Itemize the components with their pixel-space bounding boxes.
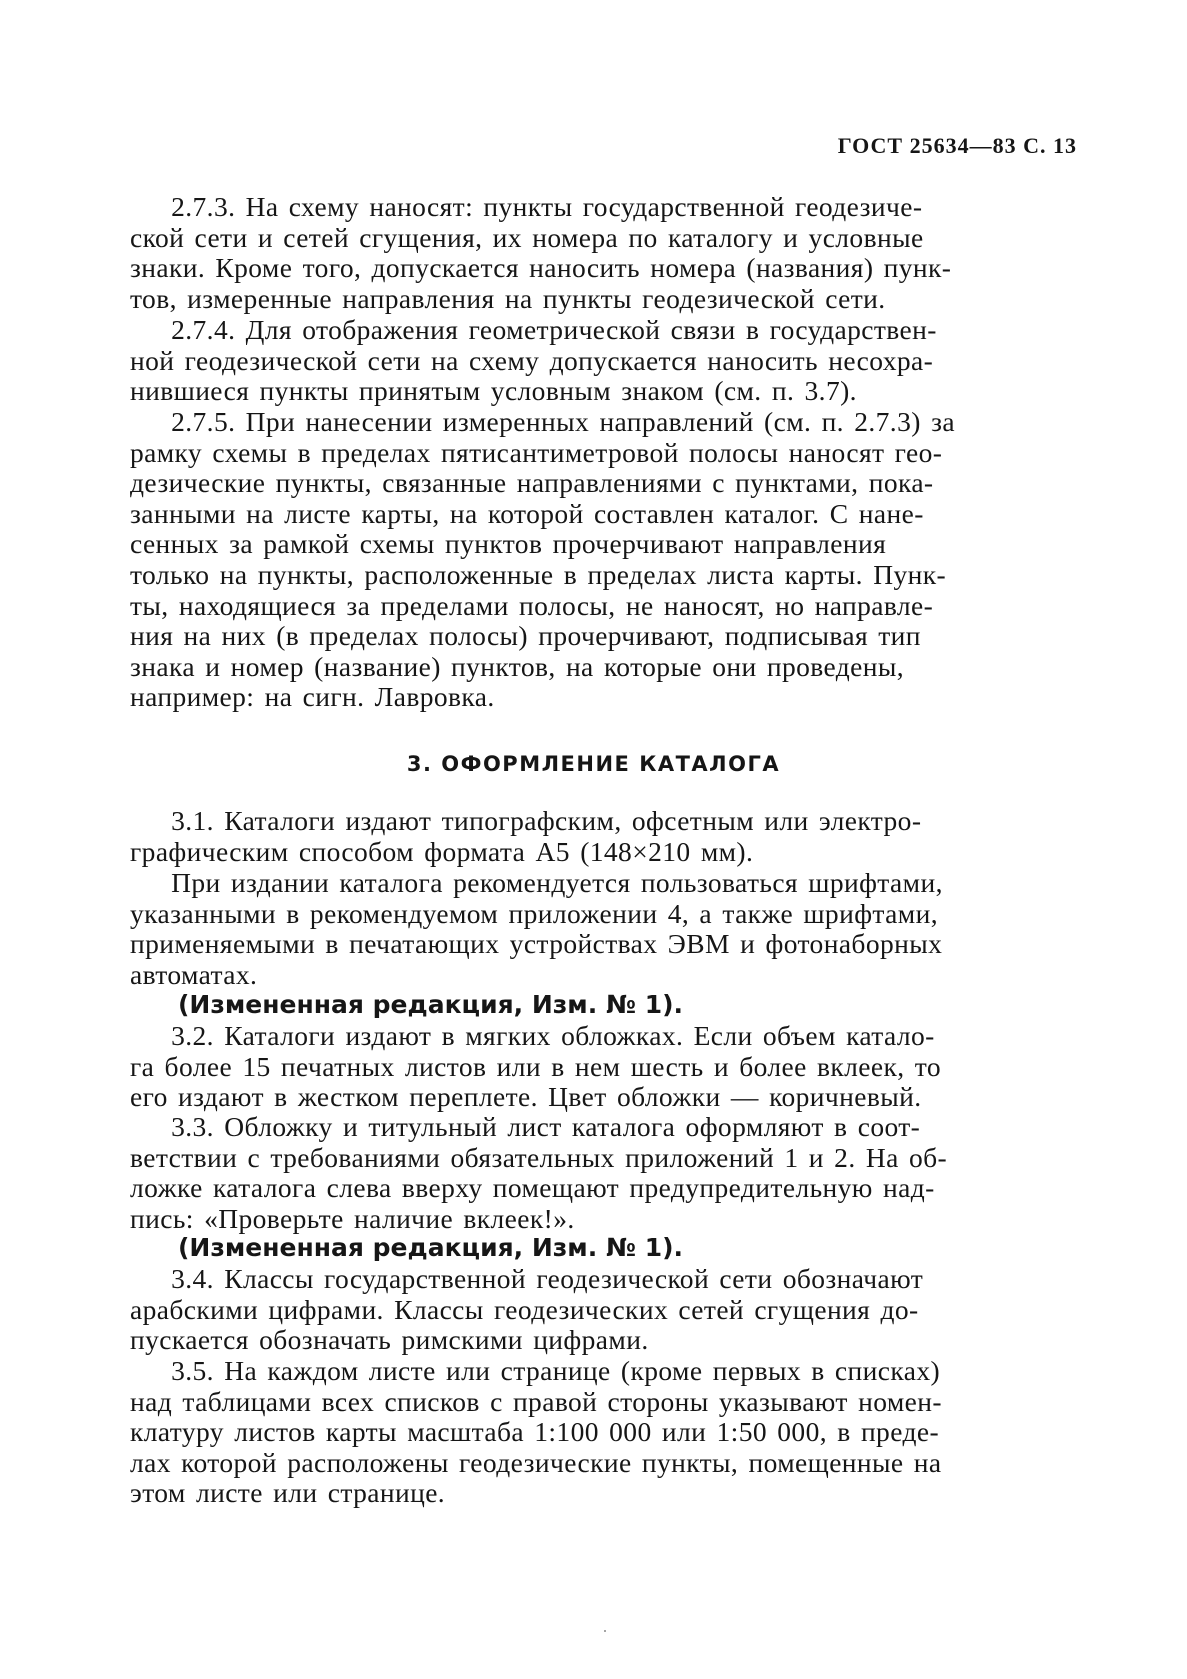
paragraph-3-3: 3.3. Обложку и титульный лист каталога оформляют в соот- ветствии с требованиями обязательных приложений 1 и 2. На об- ложке каталога слева вверху помещают предупредительную над- пись: «Проверьте наличие вклеек!».: [130, 1111, 948, 1234]
paragraph-3-4: 3.4. Классы государственной геодезической сети обозначают арабскими цифрами. Классы геодезических сетей сгущения до- пускается обозначать римскими цифрами.: [130, 1263, 924, 1356]
paragraph-2-7-5: 2.7.5. При нанесении измеренных направлений (см. п. 2.7.3) за рамку схемы в пределах пятисантиметровой полосы наносят гео- дезические пункты, связанные направлениями с пунктами, пока- занными на листе карты, на которой составлен каталог. С нане- сенных за рамкой схемы пунктов прочерчивают направления только на пункты, расположенные в пределах листа карты. Пунк- ты, находящиеся за пределами полосы, не наносят, но направле- ния на них (в пределах полосы) прочерчивают, подписывая тип знака и номер (название) пунктов, на которые они проведены, например: на сигн. Лавровка.: [130, 406, 955, 713]
scan-speck: [604, 1630, 606, 1632]
paragraph-2-7-3: 2.7.3. На схему наносят: пункты государственной геодезиче- ской сети и сетей сгущения, их номера по каталогу и условные знаки. Кроме того, допускается наносить номера (названия) пунк- тов, измеренные направления на пункты геодезической сети.: [130, 191, 952, 314]
paragraph-3-2: 3.2. Каталоги издают в мягких обложках. Если объем катало- га более 15 печатных листов или в нем шесть и более вклеек, то его издают в жестком переплете. Цвет обложки — коричневый.: [130, 1020, 942, 1113]
paragraph-3-1: 3.1. Каталоги издают типографским, офсетным или электро- графическим способом формата А5 (148×210 мм).: [130, 805, 922, 867]
amendment-note: (Измененная редакция, Изм. № 1).: [178, 1233, 684, 1262]
paragraph-3-5: 3.5. На каждом листе или странице (кроме первых в списках) над таблицами всех списков с правой стороны указывают номен- клатуру листов карты масштаба 1:100 000 или 1:50 000, в преде- лах которой расположены геодезические пункты, помещенные на этом листе или странице.: [130, 1355, 942, 1509]
page-header: ГОСТ 25634—83 С. 13: [837, 133, 1077, 158]
section-title: 3. ОФОРМЛЕНИЕ КАТАЛОГА: [406, 752, 781, 776]
paragraph-2-7-4: 2.7.4. Для отображения геометрической связи в государствен- ной геодезической сети на схему допускается наносить несохра- нившиеся пункты принятым условным знаком (см. п. 3.7).: [130, 314, 937, 407]
paragraph-3-1-fonts: При издании каталога рекомендуется пользоваться шрифтами, указанными в рекомендуемом приложении 4, а также шрифтами, применяемыми в печатающих устройствах ЭВМ и фотонаборных автоматах.: [130, 867, 943, 990]
amendment-note: (Измененная редакция, Изм. № 1).: [178, 990, 684, 1019]
